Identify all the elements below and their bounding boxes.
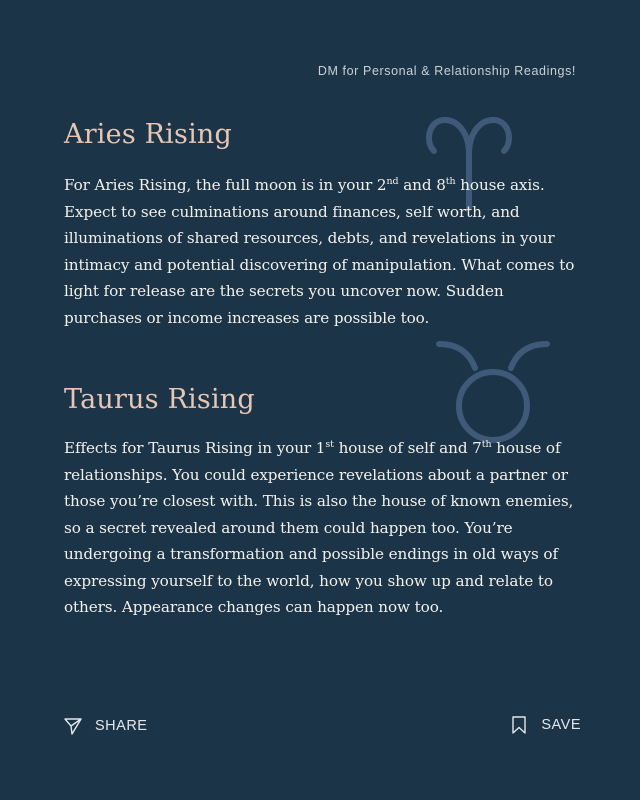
share-button[interactable] xyxy=(63,716,147,736)
share-label: SHARE xyxy=(95,718,148,734)
taurus-glyph-icon xyxy=(433,338,553,448)
taurus-rising-heading: Taurus Rising xyxy=(64,384,255,415)
dm-readings-note: DM for Personal & Relationship Readings! xyxy=(317,64,576,78)
save-label: SAVE xyxy=(541,717,581,733)
aries-rising-paragraph: For Aries Rising, the full moon is in your 2nd and 8th house axis. Expect to see culminations around finances, self worth, and illuminations of shared resources, debts, and revelations in your intimacy and potential discovering of manipulation. What comes to light for release are the secrets you uncover now. Sudden purchases or income increases are possible too. xyxy=(64,176,575,327)
bookmark-icon xyxy=(512,716,526,734)
send-icon xyxy=(63,716,83,736)
aries-rising-heading: Aries Rising xyxy=(64,119,232,150)
taurus-rising-paragraph: Effects for Taurus Rising in your 1st house of self and 7th house of relationships. You could experience revelations about a partner or those you’re closest with. This is also the house of known enemies, so a secret revealed around them could happen too. You’re undergoing a transformation and possible endings in old ways of expressing yourself to the world, how you show up and relate to others. Appearance changes can happen now too. xyxy=(64,439,574,616)
save-button[interactable] xyxy=(512,716,581,734)
